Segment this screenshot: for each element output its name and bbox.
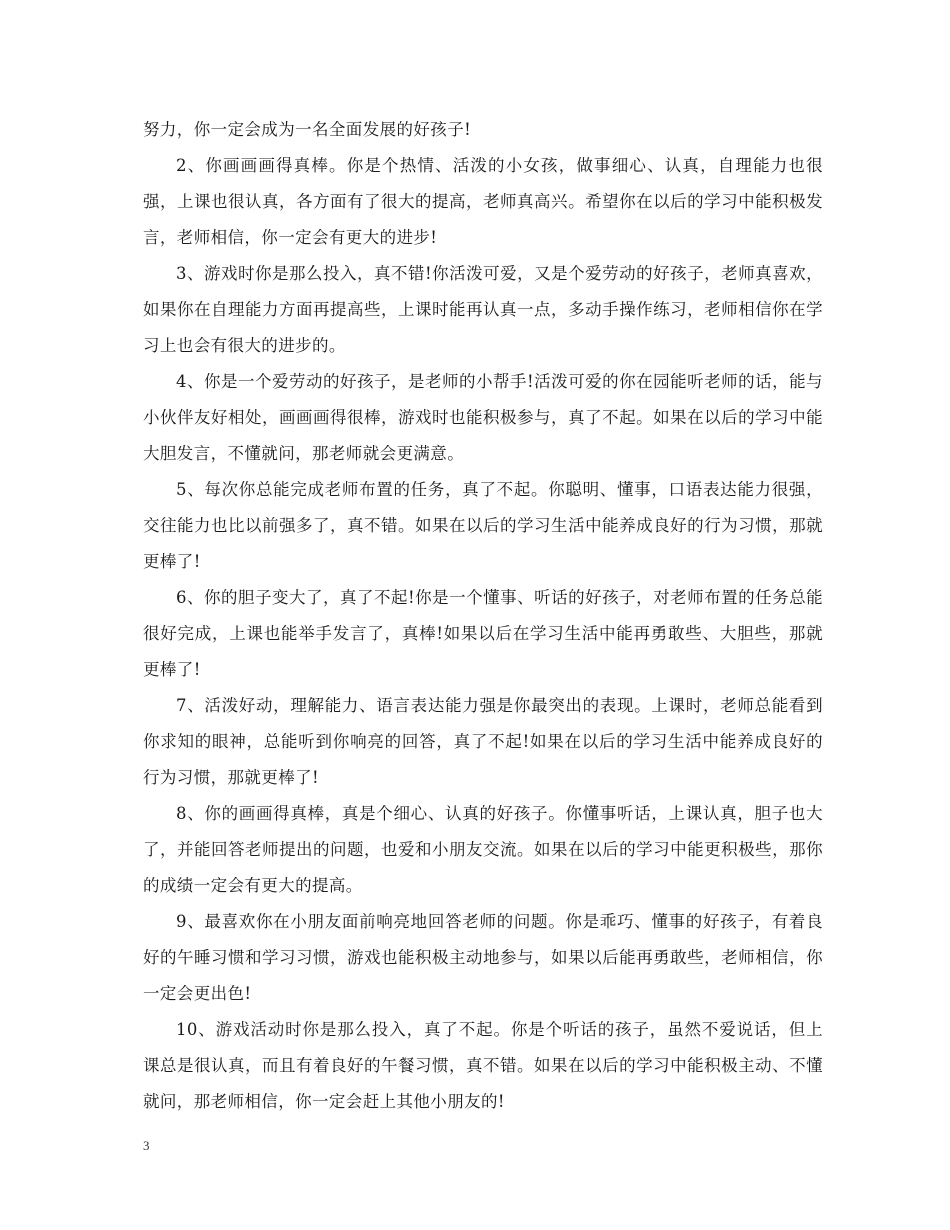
comment-paragraph-9: 9、最喜欢你在小朋友面前响亮地回答老师的问题。你是乖巧、懂事的好孩子，有着良好的午睡习惯和学习习惯，游戏也能积极主动地参与，如果以后能再勇敢些，老师相信，你一定会更出色! [143,912,823,1003]
comment-paragraph-3: 3、游戏时你是那么投入，真不错!你活泼可爱，又是个爱劳动的好孩子，老师真喜欢，如果你在自理能力方面再提高些，上课时能再认真一点，多动手操作练习，老师相信你在学习上也会有很大的进步的。 [143,264,823,355]
page-number: 3 [143,1138,150,1153]
document-page [143,112,823,1120]
comment-paragraph-8: 8、你的画画得真棒，真是个细心、认真的好孩子。你懂事听话，上课认真，胆子也大了，并能回答老师提出的问题，也爱和小朋友交流。如果在以后的学习中能更积极些，那你的成绩一定会有更大的提高。 [143,804,823,895]
comment-paragraph-4: 4、你是一个爱劳动的好孩子，是老师的小帮手!活泼可爱的你在园能听老师的话，能与小伙伴友好相处，画画画得很棒，游戏时也能积极参与，真了不起。如果在以后的学习中能大胆发言，不懂就问，那老师就会更满意。 [143,372,823,463]
continuation-paragraph: 努力，你一定会成为一名全面发展的好孩子! [143,120,472,139]
comment-paragraph-2: 2、你画画画得真棒。你是个热情、活泼的小女孩，做事细心、认真，自理能力也很强，上课也很认真，各方面有了很大的提高，老师真高兴。希望你在以后的学习中能积极发言，老师相信，你一定会有更大的进步! [143,156,823,247]
comment-paragraph-5: 5、每次你总能完成老师布置的任务，真了不起。你聪明、懂事，口语表达能力很强，交往能力也比以前强多了，真不错。如果在以后的学习生活中能养成良好的行为习惯，那就更棒了! [143,480,823,571]
comment-paragraph-10: 10、游戏活动时你是那么投入，真了不起。你是个听话的孩子，虽然不爱说话，但上课总是很认真，而且有着良好的午餐习惯，真不错。如果在以后的学习中能积极主动、不懂就问，那老师相信，你一定会赶上其他小朋友的! [143,1020,823,1111]
comment-paragraph-7: 7、活泼好动，理解能力、语言表达能力强是你最突出的表现。上课时，老师总能看到你求知的眼神，总能听到你响亮的回答，真了不起!如果在以后的学习生活中能养成良好的行为习惯，那就更棒了! [143,696,823,787]
comment-paragraph-6: 6、你的胆子变大了，真了不起!你是一个懂事、听话的好孩子，对老师布置的任务总能很好完成，上课也能举手发言了，真棒!如果以后在学习生活中能再勇敢些、大胆些，那就更棒了! [143,588,823,679]
